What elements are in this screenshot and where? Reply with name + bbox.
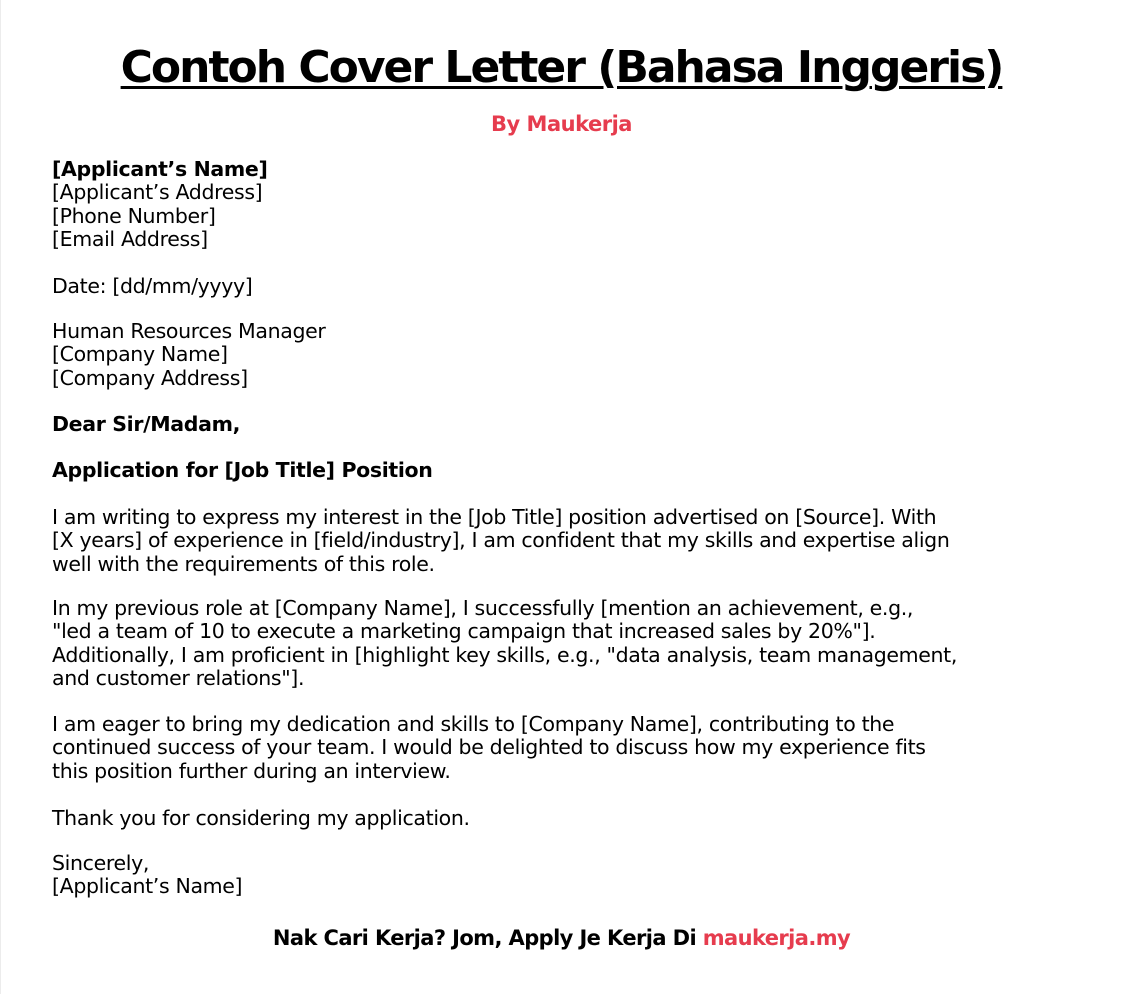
salutation: Dear Sir/Madam, [52,412,241,436]
email-address: [Email Address] [52,227,208,252]
signature: [Applicant’s Name] [52,874,243,899]
recipient-block [52,320,1082,390]
body-paragraph-3 [52,713,1082,783]
paragraph-line: [X years] of experience in [field/industry], I am confident that my skills and expertise align [52,528,950,553]
company-address: [Company Address] [52,365,248,390]
phone-number: [Phone Number] [52,203,216,228]
paragraph-line: Additionally, I am proficient in [highlight key skills, e.g., "data analysis, team management, [52,642,958,667]
footer-cta [1,924,1122,952]
applicant-address: [Applicant’s Address] [52,180,263,205]
byline: By Maukerja [491,112,632,136]
closing: Sincerely, [52,851,150,875]
footer-text: Nak Cari Kerja? Jom, Apply Je Kerja Di [272,926,703,950]
body-paragraph-1 [52,506,1082,576]
date-line: Date: [dd/mm/yyyy] [52,274,253,298]
paragraph-line: this position further during an interview. [52,758,451,783]
company-name: [Company Name] [52,342,228,367]
page-title [1,38,1122,98]
paragraph-line: well with the requirements of this role. [52,551,435,576]
thanks-line: Thank you for considering my application. [52,806,470,830]
paragraph-line: "led a team of 10 to execute a marketing campaign that increased sales by 20%"]. [52,619,876,644]
paragraph-line: continued success of your team. I would be delighted to discuss how my experience fits [52,735,926,760]
paragraph-line: and customer relations"]. [52,666,305,691]
body-paragraph-2 [52,597,1082,691]
page-title-text: Contoh Cover Letter (Bahasa Inggeris) [120,42,1003,93]
subject-line: Application for [Job Title] Position [52,458,433,482]
applicant-block [52,158,1082,252]
maukerja-link[interactable]: maukerja.my [702,926,851,950]
applicant-name: [Applicant’s Name] [52,157,268,181]
paragraph-line: I am eager to bring my dedication and skills to [Company Name], contributing to the [52,712,895,736]
paragraph-line: I am writing to express my interest in the [Job Title] position advertised on [Source]. With [52,505,937,529]
recipient-title: Human Resources Manager [52,319,326,343]
paragraph-line: In my previous role at [Company Name], I successfully [mention an achievement, e.g., [52,596,914,620]
closing-block [52,852,1082,899]
